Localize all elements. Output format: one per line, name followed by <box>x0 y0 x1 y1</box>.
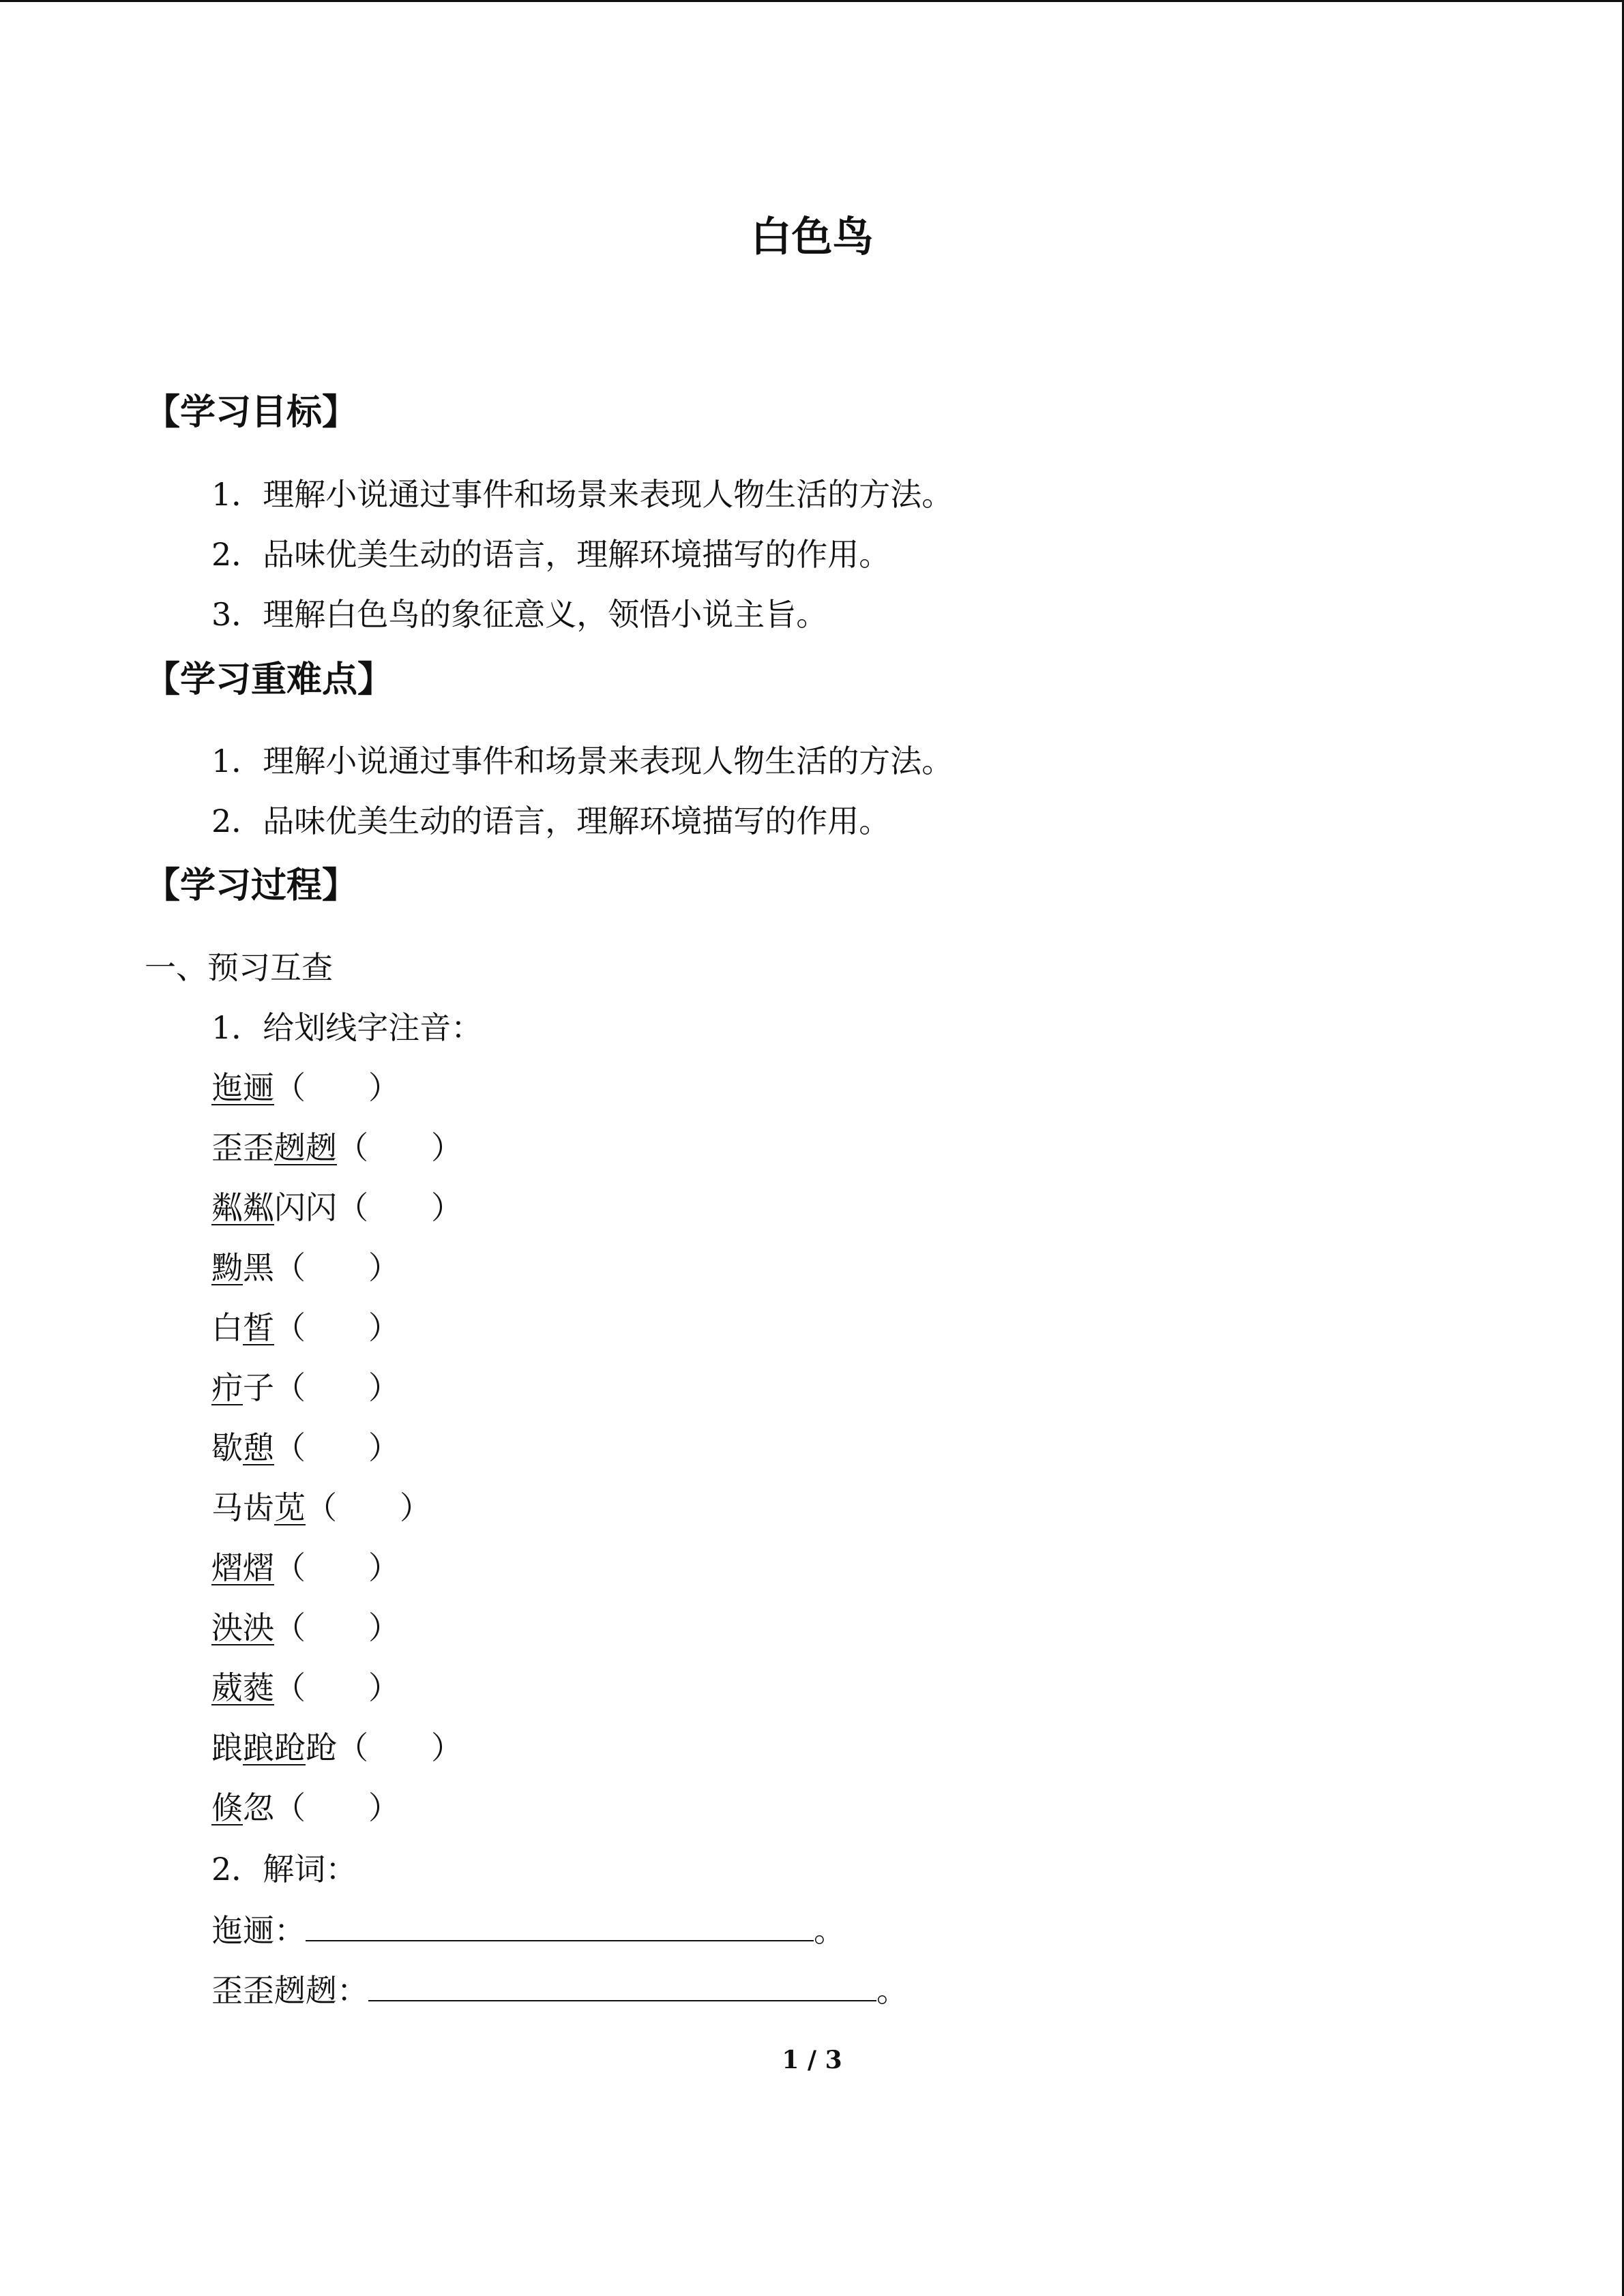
pinyin-item <box>211 1247 400 1288</box>
pinyin-answer-blank[interactable]: （ ） <box>337 1129 462 1166</box>
pinyin-word-suffix: 子 <box>243 1369 274 1406</box>
heading-goals: 【学习目标】 <box>145 392 358 433</box>
pinyin-underlined-char: 泱泱 <box>211 1609 274 1646</box>
part-preview-label: 一、预习互查 <box>145 949 333 986</box>
pinyin-word-suffix: 跄 <box>306 1729 337 1766</box>
pinyin-underlined-char: 疖 <box>211 1369 243 1406</box>
define-end-1: 。 <box>814 1912 845 1949</box>
pinyin-word-prefix: 马齿 <box>211 1489 274 1526</box>
heading-process: 【学习过程】 <box>145 865 358 906</box>
pinyin-answer-blank[interactable]: （ ） <box>274 1369 400 1406</box>
pinyin-underlined-char: 熠熠 <box>211 1549 274 1586</box>
pinyin-answer-blank[interactable]: （ ） <box>274 1249 400 1286</box>
define-answer-blank-1[interactable] <box>306 1909 814 1941</box>
pinyin-item <box>211 1667 400 1708</box>
pinyin-underlined-char: 憩 <box>243 1429 274 1466</box>
pinyin-word-suffix: 闪闪 <box>274 1189 337 1226</box>
pinyin-answer-blank[interactable]: （ ） <box>306 1489 431 1526</box>
pinyin-item <box>211 1307 400 1348</box>
pinyin-underlined-char: 趔趔 <box>274 1129 337 1166</box>
document-title: 白色鸟 <box>750 213 874 261</box>
pinyin-item <box>211 1367 400 1408</box>
pinyin-underlined-char: 倏 <box>211 1789 243 1826</box>
goal-item-1: 1．理解小说通过事件和场景来表现人物生活的方法。 <box>211 476 954 513</box>
pinyin-answer-blank[interactable]: （ ） <box>274 1549 400 1586</box>
key-point-item-1: 1．理解小说通过事件和场景来表现人物生活的方法。 <box>211 743 954 779</box>
heading-key-points: 【学习重难点】 <box>145 659 394 700</box>
pinyin-word-prefix: 歪歪 <box>211 1129 274 1166</box>
pinyin-answer-blank[interactable]: （ ） <box>274 1609 400 1646</box>
pinyin-answer-blank[interactable]: （ ） <box>274 1069 400 1106</box>
define-line-2 <box>211 1969 908 2011</box>
define-answer-blank-2[interactable] <box>368 1969 876 2001</box>
pinyin-item <box>211 1787 400 1828</box>
pinyin-answer-blank[interactable]: （ ） <box>274 1429 400 1466</box>
pinyin-item <box>211 1727 462 1768</box>
pinyin-answer-blank[interactable]: （ ） <box>274 1309 400 1346</box>
define-word-2: 歪歪趔趔： <box>211 1972 368 2009</box>
define-line-1 <box>211 1909 845 1951</box>
pinyin-underlined-char: 葳蕤 <box>211 1669 274 1706</box>
pinyin-item <box>211 1127 462 1168</box>
pinyin-answer-blank[interactable]: （ ） <box>274 1789 400 1826</box>
pinyin-item <box>211 1547 400 1588</box>
pinyin-answer-blank[interactable]: （ ） <box>274 1669 400 1706</box>
pinyin-answer-blank[interactable]: （ ） <box>337 1189 462 1226</box>
pinyin-underlined-char: 苋 <box>274 1489 306 1526</box>
page-border-top <box>0 0 1624 2</box>
pinyin-word-suffix: 忽 <box>243 1789 274 1826</box>
goal-item-2: 2．品味优美生动的语言，理解环境描写的作用。 <box>211 536 891 573</box>
question-2-label: 2．解词： <box>211 1851 357 1888</box>
pinyin-word-prefix: 踉 <box>211 1729 243 1766</box>
define-end-2: 。 <box>876 1972 908 2009</box>
pinyin-answer-blank[interactable]: （ ） <box>337 1729 462 1766</box>
page-number: 1 / 3 <box>782 2046 842 2074</box>
pinyin-item <box>211 1487 431 1528</box>
pinyin-underlined-char: 皙 <box>243 1309 274 1346</box>
define-word-1: 迤逦： <box>211 1912 306 1949</box>
pinyin-word-suffix: 黑 <box>243 1249 274 1286</box>
pinyin-underlined-char: 粼粼 <box>211 1189 274 1226</box>
key-point-item-2: 2．品味优美生动的语言，理解环境描写的作用。 <box>211 803 891 839</box>
pinyin-item <box>211 1427 400 1468</box>
pinyin-underlined-char: 踉跄 <box>243 1729 306 1766</box>
pinyin-item <box>211 1067 400 1108</box>
question-1-label: 1．给划线字注音： <box>211 1009 483 1046</box>
pinyin-item <box>211 1187 462 1228</box>
pinyin-underlined-char: 迤逦 <box>211 1069 274 1106</box>
pinyin-underlined-char: 黝 <box>211 1249 243 1286</box>
pinyin-item <box>211 1607 400 1648</box>
goal-item-3: 3．理解白色鸟的象征意义，领悟小说主旨。 <box>211 596 828 633</box>
pinyin-word-prefix: 白 <box>211 1309 243 1346</box>
pinyin-word-prefix: 歇 <box>211 1429 243 1466</box>
